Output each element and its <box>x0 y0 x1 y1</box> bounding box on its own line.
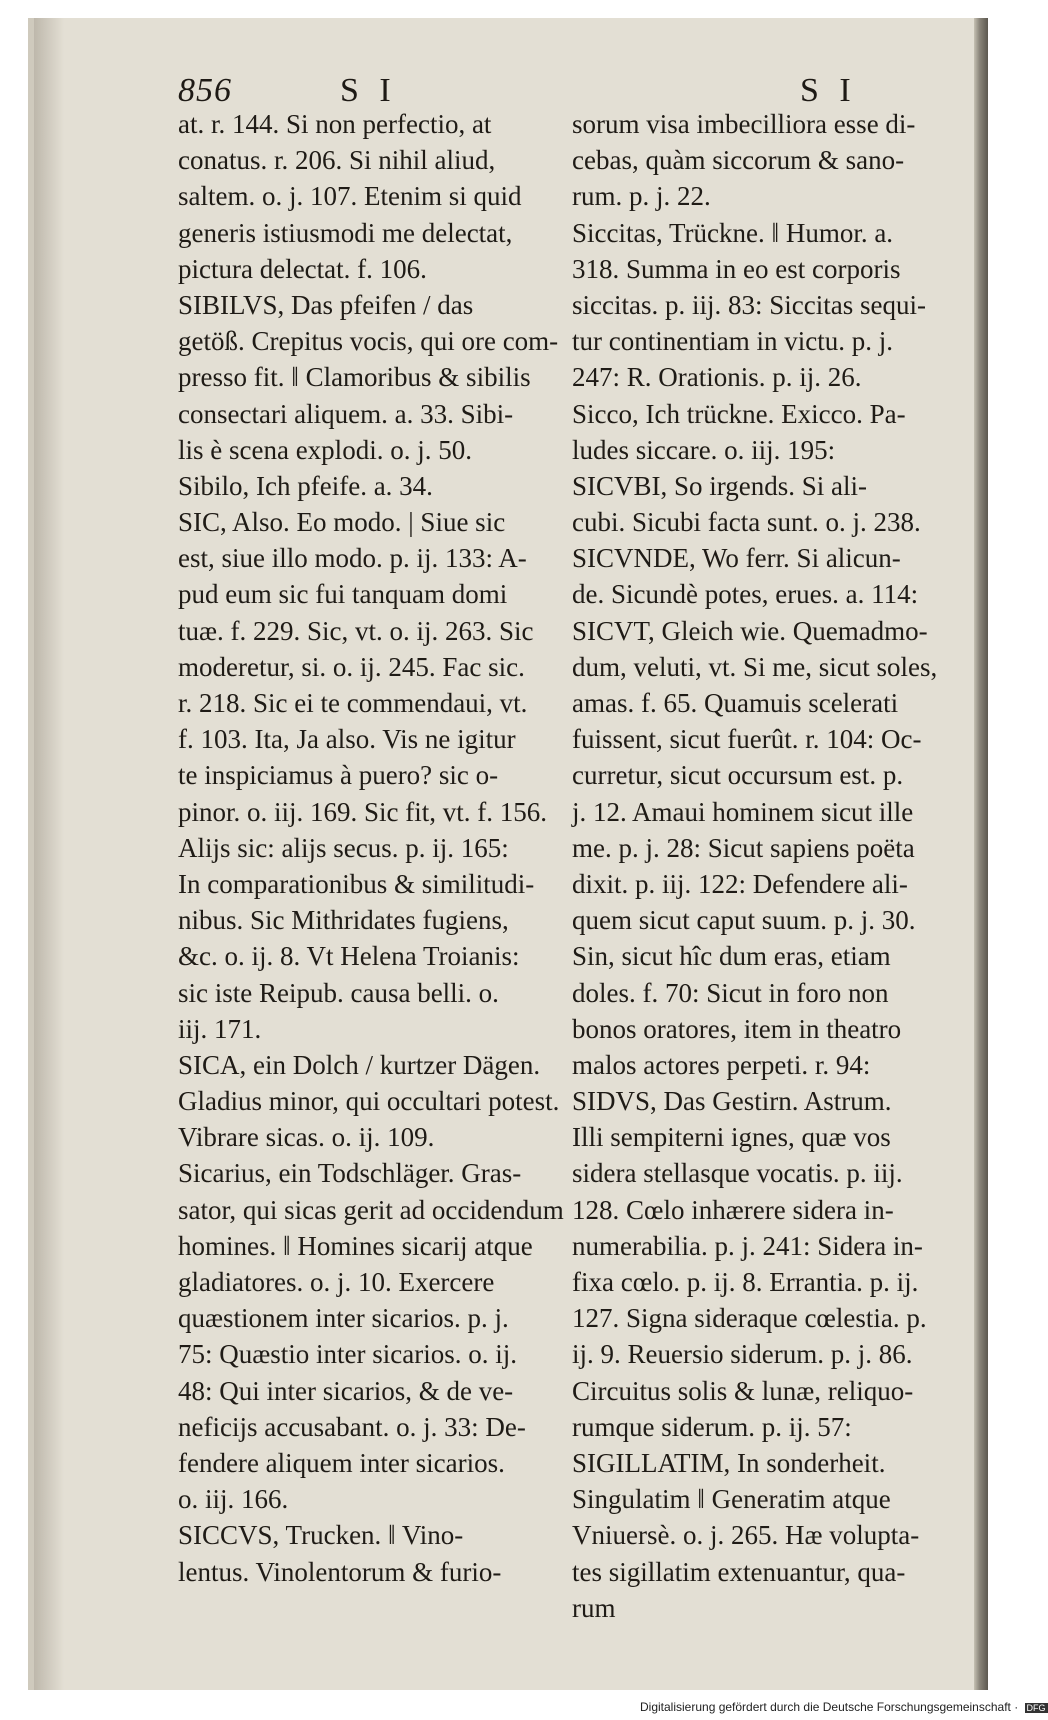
text-line: getöß. Crepitus vocis, qui ore com- <box>178 326 559 357</box>
text-line: sorum visa imbecilliora esse di- <box>572 109 916 139</box>
text-line: dixit. p. iij. 122: Defendere ali- <box>572 868 908 899</box>
text-line: Circuitus solis & lunæ, reliquo- <box>572 1375 914 1406</box>
text-line: est, siue illo modo. p. ij. 133: A- <box>178 543 527 574</box>
text-line: iij. 171. <box>178 1013 262 1044</box>
text-line: rumque siderum. p. ij. 57: <box>572 1411 852 1442</box>
text-line: siccitas. p. iij. 83: Siccitas sequi- <box>572 289 926 320</box>
text-line: SICVT, Gleich wie. Quemadmo- <box>572 615 928 646</box>
text-line: SICVNDE, Wo ferr. Si alicun- <box>572 543 901 574</box>
text-line: &c. o. ij. 8. Vt Helena Troianis: <box>178 941 520 972</box>
right-text-column <box>572 106 948 1626</box>
running-head-right: S I <box>800 72 857 109</box>
text-line: dum, veluti, vt. Si me, sicut soles, <box>572 651 938 682</box>
text-line: consectari aliquem. a. 33. Sibi- <box>178 398 514 429</box>
text-line: fixa cœlo. p. ij. 8. Errantia. p. ij. <box>572 1267 919 1297</box>
text-line: ludes siccare. o. iij. 195: <box>572 434 836 465</box>
text-line: te inspiciamus à puero? sic o- <box>178 760 499 791</box>
text-line: Gladius minor, qui occultari potest. <box>178 1086 560 1117</box>
left-text-column <box>178 106 564 1590</box>
text-line: Sicarius, ein Todschläger. Gras- <box>178 1158 522 1189</box>
text-line: me. p. j. 28: Sicut sapiens poëta <box>572 832 915 863</box>
text-line: SIBILVS, Das pfeifen / das <box>178 289 474 320</box>
text-line: fendere aliquem inter sicarios. <box>178 1447 505 1478</box>
text-line: sic iste Reipub. causa belli. o. <box>178 977 499 1008</box>
text-line: rum. p. j. 22. <box>572 181 711 212</box>
text-line: cebas, quàm siccorum & sano- <box>572 145 905 176</box>
digitization-footer <box>640 1700 1048 1714</box>
text-line: 247: R. Orationis. p. ij. 26. <box>572 362 862 393</box>
text-line: r. 218. Sic ei te commendaui, vt. <box>178 688 528 718</box>
text-line: doles. f. 70: Sicut in foro non <box>572 977 889 1008</box>
text-line: de. Sicundè potes, erues. a. 114: <box>572 579 919 610</box>
text-line: SICA, ein Dolch / kurtzer Dägen. <box>178 1049 541 1080</box>
text-line: quæstionem inter sicarios. p. j. <box>178 1303 509 1334</box>
text-line: quem sicut caput suum. p. j. 30. <box>572 905 916 936</box>
footer-text: Digitalisierung gefördert durch die Deutsche Forschungsgemeinschaft · <box>640 1700 1019 1714</box>
text-line: at. r. 144. Si non perfectio, at <box>178 109 492 139</box>
text-line: 318. Summa in eo est corporis <box>572 253 901 284</box>
text-line: SICVBI, So irgends. Si ali- <box>572 470 868 501</box>
text-line: pinor. o. iij. 169. Sic fit, vt. f. 156. <box>178 796 547 827</box>
text-line: sidera stellasque vocatis. p. iij. <box>572 1158 903 1189</box>
text-line: Vniuersè. o. j. 265. Hæ volupta- <box>572 1520 920 1551</box>
text-line: neficijs accusabant. o. j. 33: De- <box>178 1411 526 1442</box>
dfg-logo: DFG <box>1026 1702 1046 1713</box>
text-line: sator, qui sicas gerit ad occidendum <box>178 1194 564 1225</box>
text-line: In comparationibus & similitudi- <box>178 868 535 899</box>
text-line: Siccitas, Trückne. ‖ Humor. a. <box>572 217 894 248</box>
text-line: 127. Signa sideraque cœlestia. p. <box>572 1303 927 1334</box>
text-line: homines. ‖ Homines sicarij atque <box>178 1230 533 1261</box>
text-line: numerabilia. p. j. 241: Sidera in- <box>572 1230 923 1261</box>
text-line: o. iij. 166. <box>178 1484 289 1515</box>
running-head-left: S I <box>340 72 397 109</box>
text-line: ij. 9. Reuersio siderum. p. j. 86. <box>572 1339 913 1370</box>
text-line: Sin, sicut hîc dum eras, etiam <box>572 941 891 972</box>
text-line: SIGILLATIM, In sonderheit. <box>572 1447 886 1478</box>
text-line: nibus. Sic Mithridates fugiens, <box>178 905 509 936</box>
text-line: cubi. Sicubi facta sunt. o. j. 238. <box>572 507 921 538</box>
text-line: Sibilo, Ich pfeife. a. 34. <box>178 470 433 501</box>
text-line: saltem. o. j. 107. Etenim si quid <box>178 181 522 212</box>
text-line: fuissent, sicut fuerût. r. 104: Oc- <box>572 724 922 755</box>
text-line: curretur, sicut occursum est. p. <box>572 760 904 791</box>
text-line: rum <box>572 1592 616 1623</box>
text-line: 128. Cœlo inhærere sidera in- <box>572 1194 894 1225</box>
text-line: SIC, Also. Eo modo. | Siue sic <box>178 507 506 538</box>
text-line: presso fit. ‖ Clamoribus & sibilis <box>178 362 531 393</box>
text-line: malos actores perpeti. r. 94: <box>572 1049 871 1080</box>
text-line: SIDVS, Das Gestirn. Astrum. <box>572 1086 892 1117</box>
text-line: bonos oratores, item in theatro <box>572 1013 902 1044</box>
text-line: amas. f. 65. Quamuis scelerati <box>572 688 899 718</box>
page-edge <box>974 18 988 1690</box>
page-gutter-shadow <box>34 18 64 1690</box>
text-line: generis istiusmodi me delectat, <box>178 217 513 248</box>
text-line: tes sigillatim extenuantur, qua- <box>572 1556 906 1587</box>
text-line: SICCVS, Trucken. ‖ Vino- <box>178 1520 464 1551</box>
text-line: conatus. r. 206. Si nihil aliud, <box>178 145 496 176</box>
text-line: 48: Qui inter sicarios, & de ve- <box>178 1375 514 1406</box>
text-line: tur continentiam in victu. p. j. <box>572 326 893 357</box>
text-line: gladiatores. o. j. 10. Exercere <box>178 1267 495 1297</box>
text-line: lis è scena explodi. o. j. 50. <box>178 434 472 465</box>
text-line: tuæ. f. 229. Sic, vt. o. ij. 263. Sic <box>178 615 534 646</box>
text-line: j. 12. Amaui hominem sicut ille <box>572 796 914 827</box>
text-line: 75: Quæstio inter sicarios. o. ij. <box>178 1339 517 1370</box>
text-line: pictura delectat. f. 106. <box>178 253 427 284</box>
text-line: lentus. Vinolentorum & furio- <box>178 1556 502 1587</box>
text-line: moderetur, si. o. ij. 245. Fac sic. <box>178 651 525 682</box>
page-number: 856 <box>178 72 232 109</box>
text-line: Alijs sic: alijs secus. p. ij. 165: <box>178 832 509 863</box>
text-line: Sicco, Ich trückne. Exicco. Pa- <box>572 398 906 429</box>
text-line: Singulatim ‖ Generatim atque <box>572 1484 891 1515</box>
text-line: pud eum sic fui tanquam domi <box>178 579 508 610</box>
text-line: Vibrare sicas. o. ij. 109. <box>178 1122 435 1153</box>
text-line: f. 103. Ita, Ja also. Vis ne igitur <box>178 724 516 755</box>
text-line: Illi sempiterni ignes, quæ vos <box>572 1122 891 1153</box>
